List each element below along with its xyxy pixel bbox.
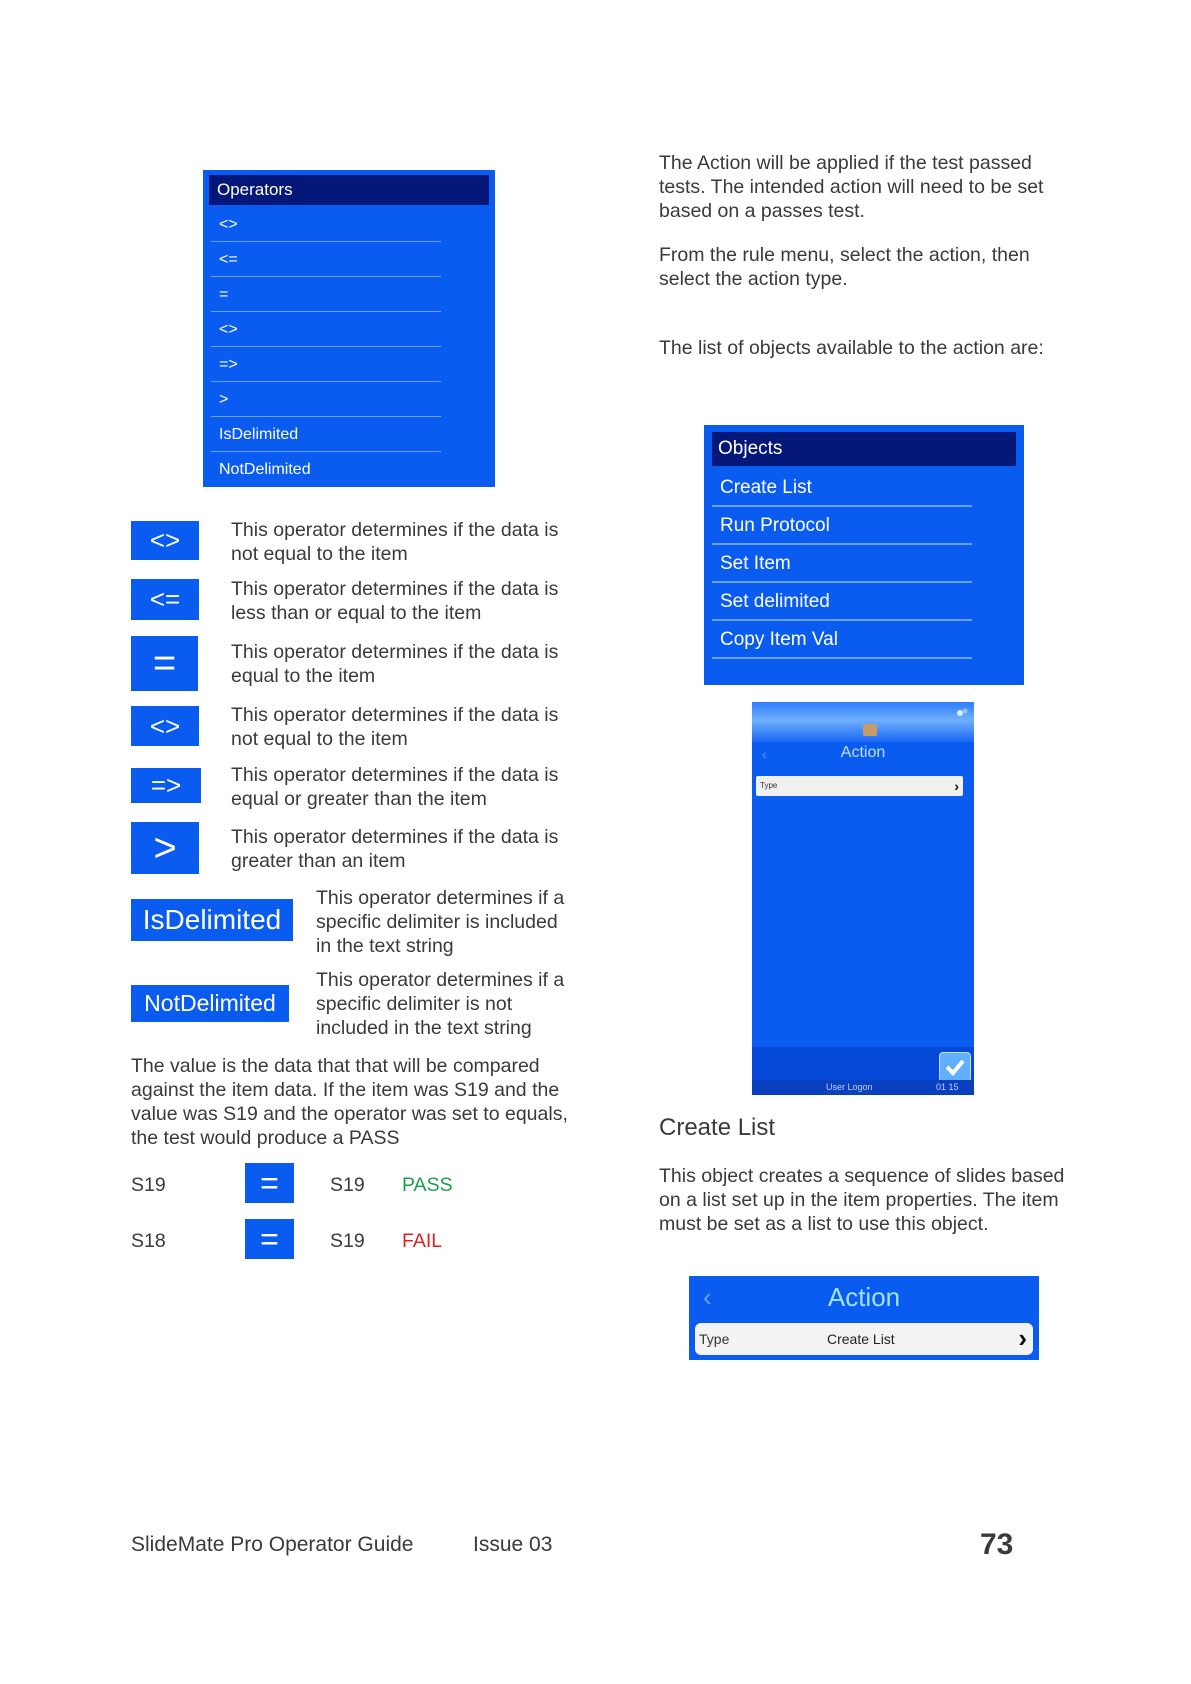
example-value: S19 [330,1230,365,1252]
object-item-run-protocol[interactable]: Run Protocol [712,507,972,545]
operator-item[interactable]: <> [211,313,441,347]
example-value: S19 [330,1174,365,1196]
action-bar-title: Action [827,1282,901,1312]
example-operator-equal: = [245,1163,294,1203]
operator-badge-not-equal: <> [131,706,199,746]
device-screen-title: Action [840,744,886,761]
object-item-create-list[interactable]: Create List [712,469,972,507]
operator-badge-greater-equal: => [131,768,201,803]
value-paragraph: The value is the data that that will be compared against the item data. If the item was S19 and the value was S19 and the operator was set to equals, the test would produce a PASS [131,1055,568,1149]
operator-badge-greater: > [131,822,199,874]
operator-description: This operator determines if the data is greater than an item [231,826,559,872]
chevron-right-icon: › [1018,1323,1027,1353]
operator-badge-isdelimited: IsDelimited [131,899,293,941]
create-list-paragraph: This object creates a sequence of slides based on a list set up in the item properties. The item must be set as a list to use this object. [659,1165,1065,1235]
objects-menu-title: Objects [712,432,1016,466]
operator-description: This operator determines if the data is equal or greater than the item [231,764,559,810]
action-instructions-paragraph: From the rule menu, select the action, then select the action type. [659,244,1030,290]
operator-badge-less-equal: <= [131,579,199,620]
user-logon-label: User Logon [826,1082,873,1092]
back-chevron-icon[interactable]: ‹ [703,1282,712,1312]
type-field-value: Create List [827,1331,895,1347]
example-result-fail: FAIL [402,1230,443,1252]
operators-menu-title: Operators [209,175,489,205]
operator-item-notdelimited[interactable]: NotDelimited [219,461,311,478]
network-icon [956,706,968,718]
object-item-set-delimited[interactable]: Set delimited [712,583,972,621]
page-number: 73 [980,1528,1014,1561]
operator-description: This operator determines if the data is less than or equal to the item [231,578,559,624]
home-icon[interactable] [863,724,877,736]
operators-menu [203,170,495,487]
example-item: S18 [131,1230,166,1252]
footer-guide-title: SlideMate Pro Operator Guide [131,1533,414,1556]
action-type-bar [689,1276,1039,1360]
example-operator-equal: = [245,1219,294,1259]
operator-description: This operator determines if a specific delimiter is included in the text string [316,887,565,957]
action-intro-paragraph: The Action will be applied if the test passed tests. The intended action will need to be set based on a passes test. [659,152,1044,222]
device-header [752,702,974,742]
type-field[interactable] [756,776,963,796]
type-field-label: Type [760,781,778,790]
operator-badge-equal: = [131,636,198,691]
device-action-screen [752,702,974,1095]
example-result-pass: PASS [402,1174,453,1196]
confirm-check-icon[interactable] [939,1052,971,1082]
operator-item[interactable]: => [211,348,441,382]
operator-item[interactable]: <> [211,208,441,242]
object-item-set-item[interactable]: Set Item [712,545,972,583]
operator-description: This operator determines if the data is not equal to the item [231,704,559,750]
operator-description: This operator determines if a specific delimiter is not included in the text string [316,969,565,1039]
type-field-label: Type [699,1331,730,1347]
type-field[interactable] [695,1323,1033,1355]
objects-list-intro: The list of objects available to the action are: [659,337,1044,359]
operator-badge-not-equal: <> [131,521,199,560]
operator-description: This operator determines if the data is not equal to the item [231,519,559,565]
operator-item-isdelimited[interactable]: IsDelimited [211,418,441,452]
operator-item[interactable]: > [211,383,441,417]
operator-item[interactable]: <= [211,243,441,277]
operator-item[interactable]: = [211,278,441,312]
object-item-copy-item-val[interactable]: Copy Item Val [712,621,972,659]
example-item: S19 [131,1174,166,1196]
operator-badge-notdelimited: NotDelimited [131,985,289,1022]
device-time: 01 15 [936,1082,959,1092]
operator-description: This operator determines if the data is equal to the item [231,641,559,687]
footer-issue: Issue 03 [473,1533,553,1556]
create-list-heading: Create List [659,1114,776,1141]
back-chevron-icon[interactable]: ‹ [762,746,767,762]
chevron-right-icon: › [954,778,959,794]
objects-menu [704,425,1024,685]
